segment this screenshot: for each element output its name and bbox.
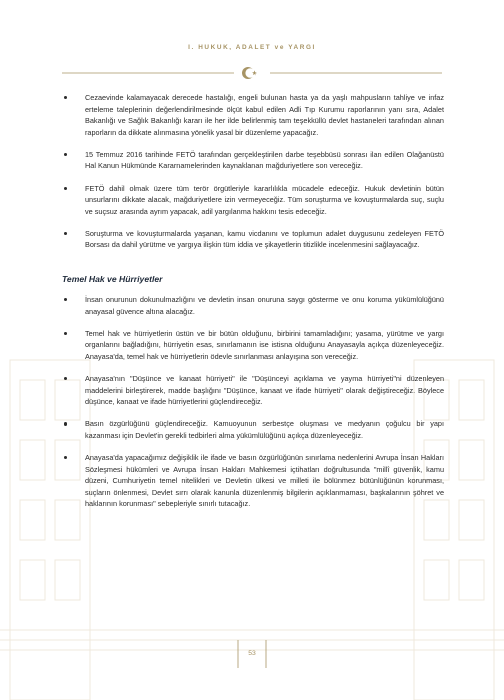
section-heading: Temel Hak ve Hürriyetler [62,274,163,285]
page-number: 53 [248,650,256,657]
page-header [0,44,504,51]
list-item: Anayasa'da yapacağımız değişiklik ile ifade ve basın özgürlüğünün sınırlama nedenlerini Avrupa İnsan Hakları Sözleşmesi hükümleri ve Avrupa İnsan Hakları Mahkemesi içtihatları doğrultusunda "millî güvenlik, kamu düzeni, Cumhuriyetin temel nitelikleri ve Devletin ülkesi ve milleti ile bölünmez bütünlüğünün korunması, suçların önlenmesi, Devlet sırrı olarak kanunla düzenlenmiş bilgilerin açıklanmaması, başkalarının şöhret ve haklarının korunması" sebepleriyle sınırlı tutacağız. [62,452,444,510]
list-item: İnsan onurunun dokunulmazlığını ve devletin insan onuruna saygı gösterme ve onu koruma yükümlülüğünü anayasal güvence altına alacağız. [62,294,444,317]
chapter-title: I. HUKUK, ADALET ve YARGI [188,44,316,51]
list-item: FETÖ dahil olmak üzere tüm terör örgütleriyle kararlılıkla mücadele edeceğiz. Hukuk devletinin bütün unsurlarını dikkate alacak, mağduriyetlere izin vermeyeceğiz. Tüm soruşturma ve kovuşturmalarda suç, suçlu ve suçsuz arasında ayrım yapacak, adil yargılanma hakkını tesis edeceğiz. [62,183,444,218]
list-item: 15 Temmuz 2016 tarihinde FETÖ tarafından gerçekleştirilen darbe teşebbüsü sonrası ilan edilen Olağanüstü Hal Kanun Hükmünde Kararnamelerinden kaynaklanan mağduriyetlere son vereceğiz. [62,149,444,172]
rights-bullet-list [62,294,444,510]
crescent-star-icon [242,67,257,79]
header-divider [62,66,442,80]
list-item: Temel hak ve hürriyetlerin üstün ve bir bütün olduğunu, birbirini tamamladığını; yasama, yürütme ve yargı organlarını bağladığını, hürriyetin esas, sınırlamanın ise istisna olduğunu Anayasayla açıkça düzenleyeceğiz. Anayasa'da, temel hak ve hürriyetlerin ödevle sınırlanması anlayışına son vereceğiz. [62,328,444,363]
list-item: Cezaevinde kalamayacak derecede hastalığı, engeli bulunan hasta ya da yaşlı mahpusların tahliye ve infaz erteleme taleplerinin değerlendirilmesinde ölçüt kabul edilen Adli Tıp Kurumu raporlarının yanı sıra, Adalet Bakanlığı ve Sağlık Bakanlığı kararı ile her ilde belirlenmiş tam teşekküllü devlet hastaneleri tarafından alınan raporların da dikkate alınmasına yönelik yasal bir düzenleme yapacağız. [62,92,444,138]
list-item: Soruşturma ve kovuşturmalarda yaşanan, kamu vicdanını ve toplumun adalet duygusunu zedeleyen FETÖ Borsası da dahil yürütme ve yargıya ilişkin tüm iddia ve şikayetlerin titizlikle incelenmesini sağlayacağız. [62,228,444,251]
list-item: Anayasa'nın "Düşünce ve kanaat hürriyeti" ile "Düşünceyi açıklama ve yayma hürriyeti"ni düzenleyen maddelerini birleştirerek, madde başlığını "Düşünce, kanaat ve ifade hürriyeti" olarak değiştireceğiz. Böylece düşünce, kanaat ve ifade hürriyetlerini güçlendireceğiz. [62,373,444,408]
intro-bullet-list [62,92,444,251]
list-item: Basın özgürlüğünü güçlendireceğiz. Kamuoyunun serbestçe oluşması ve medyanın çoğulcu bir yapı kazanması için Devlet'in gerekli tedbirleri alma yükümlülüğünü açıkça düzenleyeceğiz. [62,418,444,441]
page-content [62,92,444,520]
